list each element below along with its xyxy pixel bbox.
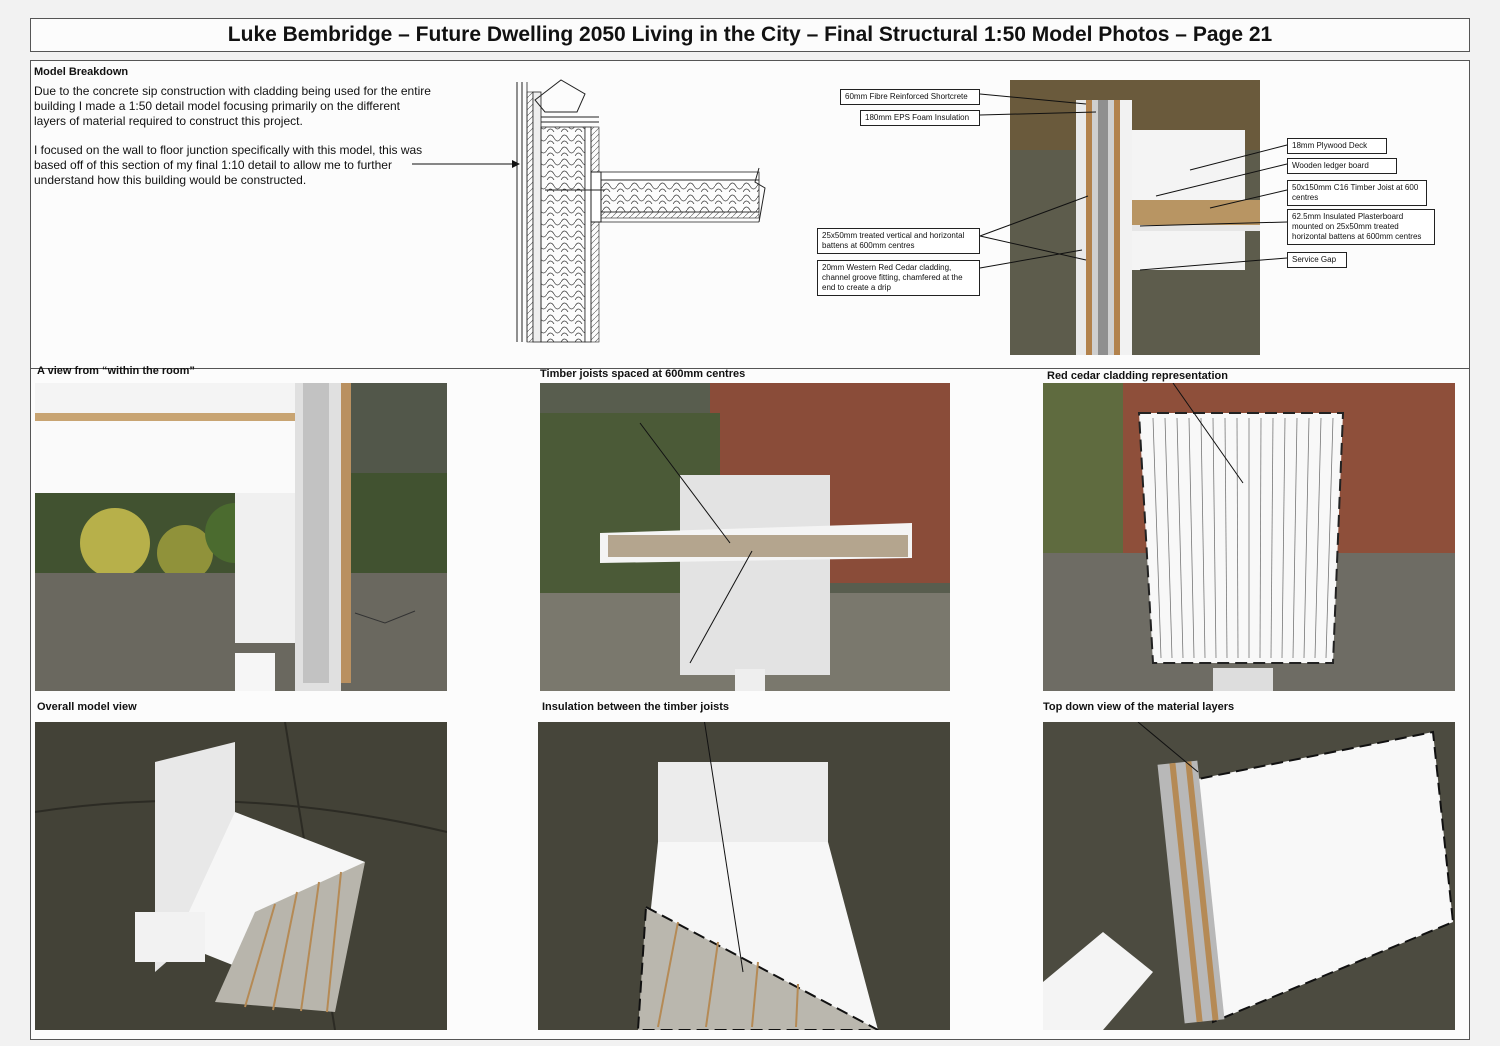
callout-eps: 180mm EPS Foam Insulation: [860, 110, 980, 126]
photo-overall: [35, 722, 447, 1030]
photo-cedar: [1043, 383, 1455, 691]
photo-insulation: [538, 722, 950, 1030]
caption-joists: Timber joists spaced at 600mm centres: [540, 368, 746, 380]
breakdown-paragraph-2: I focused on the wall to floor junction specifically with this model, this was based off of this section of my final 1:10 detail to allow me to further understand how this building would be constructed.: [34, 143, 423, 187]
callout-service-gap: Service Gap: [1287, 252, 1347, 268]
callout-plywood: 18mm Plywood Deck: [1287, 138, 1387, 154]
caption-room: A view from “within the room”: [37, 365, 195, 377]
caption-cedar: Red cedar cladding representation: [1047, 370, 1228, 382]
callout-battens: 25x50mm treated vertical and horizontal battens at 600mm centres: [817, 228, 980, 254]
callout-leaders: [0, 0, 1500, 370]
photo-joists: [540, 383, 950, 691]
breakdown-heading: Model Breakdown: [34, 66, 129, 78]
photo-room: [35, 383, 447, 691]
callout-shortcrete: 60mm Fibre Reinforced Shortcrete: [840, 89, 980, 105]
caption-topdown: Top down view of the material layers: [1043, 701, 1235, 713]
caption-overall: Overall model view: [37, 701, 137, 713]
breakdown-paragraph-1: Due to the concrete sip construction with cladding being used for the entire building I made a 1:50 detail model focusing primarily on the different layers of material required to construct this project.: [34, 84, 431, 128]
callout-joist: 50x150mm C16 Timber Joist at 600 centres: [1287, 180, 1427, 206]
photo-topdown: [1043, 722, 1455, 1030]
callout-ledger: Wooden ledger board: [1287, 158, 1397, 174]
page-title: Luke Bembridge – Future Dwelling 2050 Living in the City – Final Structural 1:50 Model Photos – Page 21: [227, 23, 1273, 46]
callout-cedar: 20mm Western Red Cedar cladding, channel groove fitting, chamfered at the end to create a drip: [817, 260, 980, 296]
callout-plasterboard: 62.5mm Insulated Plasterboard mounted on 25x50mm treated horizontal battens at 600mm centres: [1287, 209, 1435, 245]
caption-insulation: Insulation between the timber joists: [542, 701, 730, 713]
